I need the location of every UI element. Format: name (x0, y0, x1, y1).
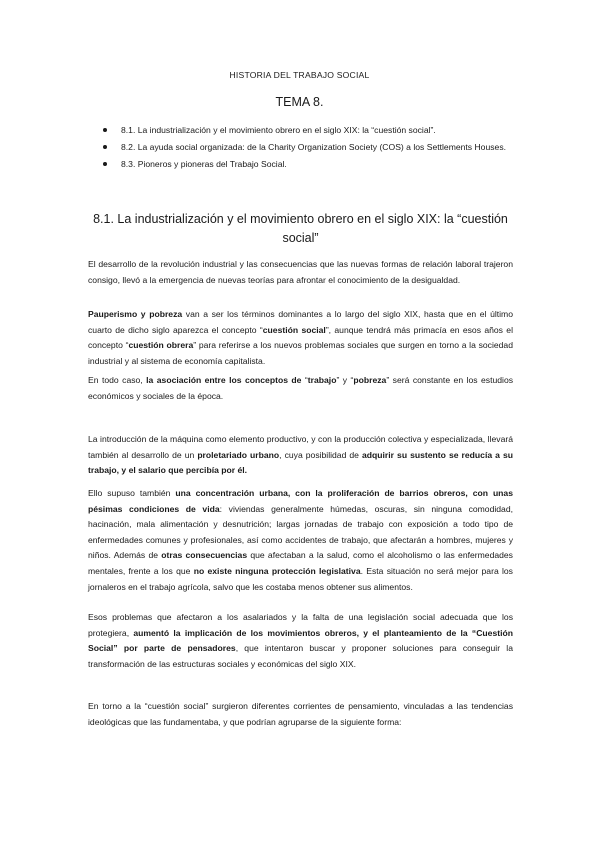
paragraph-4: La introducción de la máquina como elemento productivo, y con la producción colectiva y especializada, llevará también al desarrollo de un proletariado urbano, cuya posibilidad de adquirir su sustento se reducía a su trabajo, y el salario que percibía por él. (88, 434, 514, 476)
list-item: 8.1. La industrialización y el movimiento obrero en el siglo XIX: la “cuestión social”. (103, 123, 513, 137)
paragraph-2: Pauperismo y pobreza van a ser los términos dominantes a lo largo del siglo XIX, hasta que en el último cuarto de dicho siglo aparezca el concepto “cuestión social”, aunque tendrá más primacía en esos años el concepto “cuestión obrera” para referirse a los nuevos problemas sociales que surgen en torno a la sociedad industrial y al sistema de economía capitalista. (88, 309, 513, 366)
paragraph-7: En torno a la “cuestión social” surgieron diferentes corrientes de pensamiento, vinculadas a las tendencias ideológicas que las fundamentaba, y que podrían agruparse de la siguiente forma: (88, 701, 513, 727)
list-item: 8.2. La ayuda social organizada: de la Charity Organization Society (COS) a los Settlements Houses. (103, 140, 513, 154)
topic-title: TEMA 8. (275, 95, 324, 109)
section-heading: 8.1. La industrialización y el movimiento obrero en el siglo XIX: la “cuestión social” (93, 212, 508, 245)
list-item: 8.3. Pioneros y pioneras del Trabajo Social. (103, 157, 513, 171)
paragraph-5: Ello supuso también una concentración urbana, con la proliferación de barrios obreros, con unas pésimas condiciones de vida: viviendas generalmente húmedas, oscuras, sin ninguna comodidad, hacinación, mala alimentación y desnutrición; largas jornadas de trabajo con exposición a todo tipo de enfermedades comunes y profesionales, así como accidentes de trabajo, que afectarán a hombres, mujeres y niños. Además de otras consecuencias que afectaban a la salud, como el alcoholismo o las enfermedades mentales, frente a los que no existe ninguna protección legislativa. Esta situación no será mejor para los jornaleros en el trabajo agrícola, salvo que les costaba menos obtener sus alimentos. (88, 488, 513, 592)
topic-index-list (103, 123, 513, 174)
paragraph-3: En todo caso, la asociación entre los conceptos de “trabajo” y “pobreza” será constante en los estudios económicos y sociales de la época. (88, 375, 514, 401)
paragraph-1: El desarrollo de la revolución industrial y las consecuencias que las nuevas formas de relación laboral trajeron consigo, llevó a la emergencia de nuevas teorías para afrontar el conocimiento de la desigualdad. (88, 259, 513, 285)
paragraph-6: Esos problemas que afectaron a los asalariados y la falta de una legislación social adecuada que los protegiera, aumentó la implicación de los movimientos obreros, y el planteamiento de la “Cuestión Social” por parte de pensadores, que intentaron buscar y proponer soluciones para conseguir la transformación de las estructuras sociales y económicas del siglo XIX. (88, 612, 513, 669)
document-header: HISTORIA DEL TRABAJO SOCIAL (229, 70, 370, 80)
